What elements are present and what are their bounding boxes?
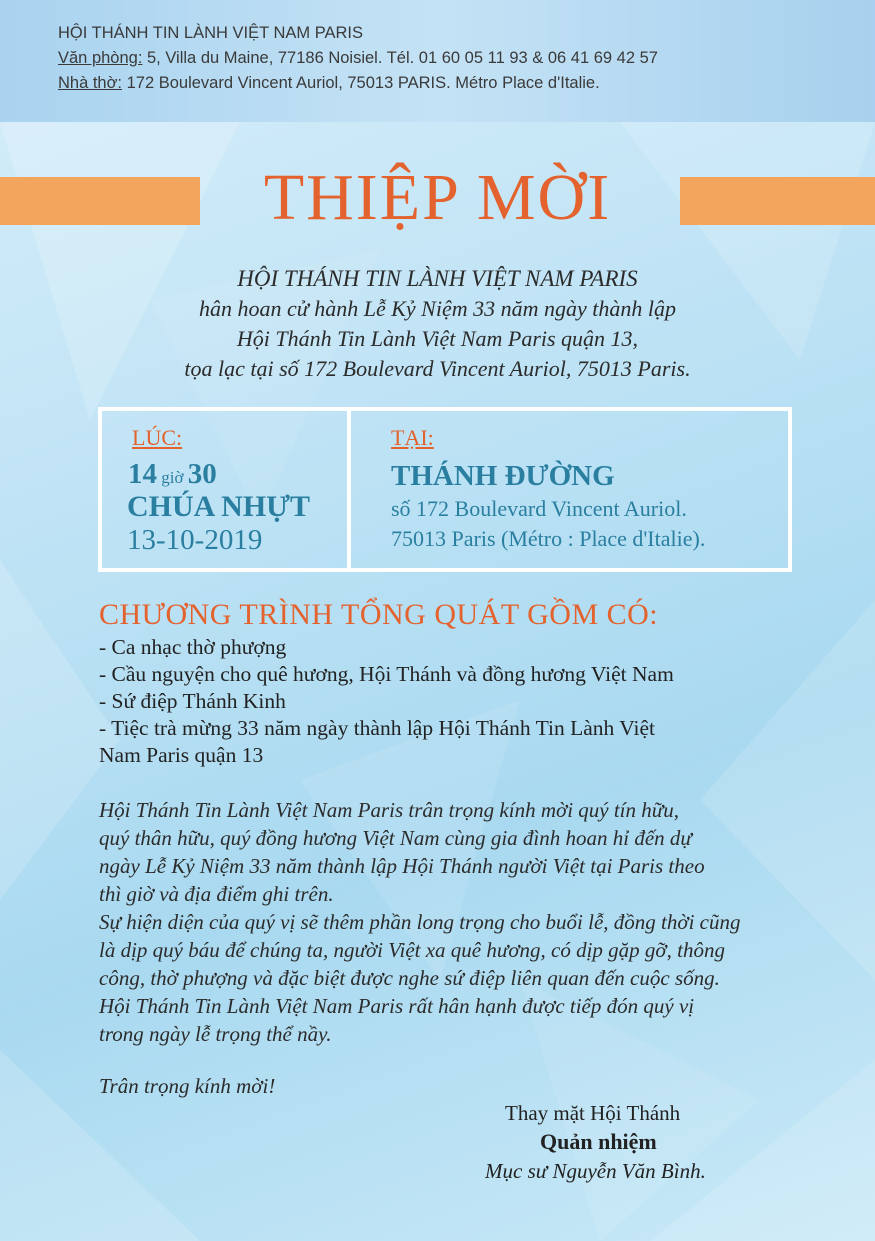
signature-line: Thay mặt Hội Thánh [505,1101,681,1125]
message-line: thì giờ và địa điểm ghi trên. [99,882,334,906]
intro-line-3: Hội Thánh Tin Lành Việt Nam Paris quận 13, [236,326,639,351]
event-info-divider [347,407,351,572]
venue-address-1: số 172 Boulevard Vincent Auriol. [391,496,687,521]
event-day: CHÚA NHỰT [127,490,311,523]
intro-line-2: hân hoan cử hành Lễ Kỷ Niệm 33 năm ngày thành lập [198,296,677,321]
church-label: Nhà thờ: [58,74,123,92]
event-hour-unit: giờ [161,468,184,487]
message-line: Sự hiện diện của quý vị sẽ thêm phần long trọng cho buổi lễ, đồng thời cũng [99,910,741,934]
venue-address-2: 75013 Paris (Métro : Place d'Italie). [391,526,706,551]
program-item: - Sứ điệp Thánh Kinh [99,689,286,713]
event-minute: 30 [187,458,217,490]
header-office [58,49,658,68]
intro-line-1: HỘI THÁNH TIN LÀNH VIỆT NAM PARIS [237,266,638,291]
closing-text: Trân trọng kính mời! [99,1074,276,1098]
message-line: Hội Thánh Tin Lành Việt Nam Paris trân trọng kính mời quý tín hữu, [99,798,679,822]
message-line: công, thờ phượng và đặc biệt được nghe sứ điệp liên quan đến cuộc sống. [99,966,720,990]
event-time [128,458,217,491]
when-label: LÚC: [132,425,183,450]
message-line: là dịp quý báu để chúng ta, người Việt xa quê hương, có dịp gặp gỡ, thông [99,938,725,962]
message-line: trong ngày lễ trọng thể nầy. [99,1022,332,1046]
program-item: Nam Paris quận 13 [99,743,264,767]
church-text: 172 Boulevard Vincent Auriol, 75013 PARIS. Métro Place d'Italie. [122,74,600,92]
header-org: HỘI THÁNH TIN LÀNH VIỆT NAM PARIS [58,24,364,42]
program-item: - Tiệc trà mừng 33 năm ngày thành lập Hội Thánh Tin Lành Việt [99,716,655,740]
intro-line-4: tọa lạc tại số 172 Boulevard Vincent Auriol, 75013 Paris. [184,356,691,381]
program-item: - Ca nhạc thờ phượng [99,635,287,659]
message-line: ngày Lễ Kỷ Niệm 33 năm thành lập Hội Thánh người Việt tại Paris theo [99,854,705,878]
signature-role: Quản nhiệm [540,1129,657,1154]
event-date: 13-10-2019 [127,524,263,556]
office-label: Văn phòng: [58,49,143,67]
event-hour: 14 [128,458,157,490]
program-item: - Cầu nguyện cho quê hương, Hội Thánh và đồng hương Việt Nam [99,662,674,686]
page-title: THIỆP MỜI [263,161,612,234]
venue-name: THÁNH ĐƯỜNG [391,460,615,492]
header-church [58,74,600,93]
signature-name: Mục sư Nguyễn Văn Bình. [485,1159,706,1183]
message-line: quý thân hữu, quý đồng hương Việt Nam cùng gia đình hoan hỉ đến dự [99,826,692,850]
program-title: CHƯƠNG TRÌNH TỔNG QUÁT GỒM CÓ: [99,598,659,631]
where-label: TẠI: [391,425,434,450]
office-text: 5, Villa du Maine, 77186 Noisiel. Tél. 01 60 05 11 93 & 06 41 69 42 57 [142,49,658,67]
message-line: Hội Thánh Tin Lành Việt Nam Paris rất hân hạnh được tiếp đón quý vị [99,994,695,1018]
